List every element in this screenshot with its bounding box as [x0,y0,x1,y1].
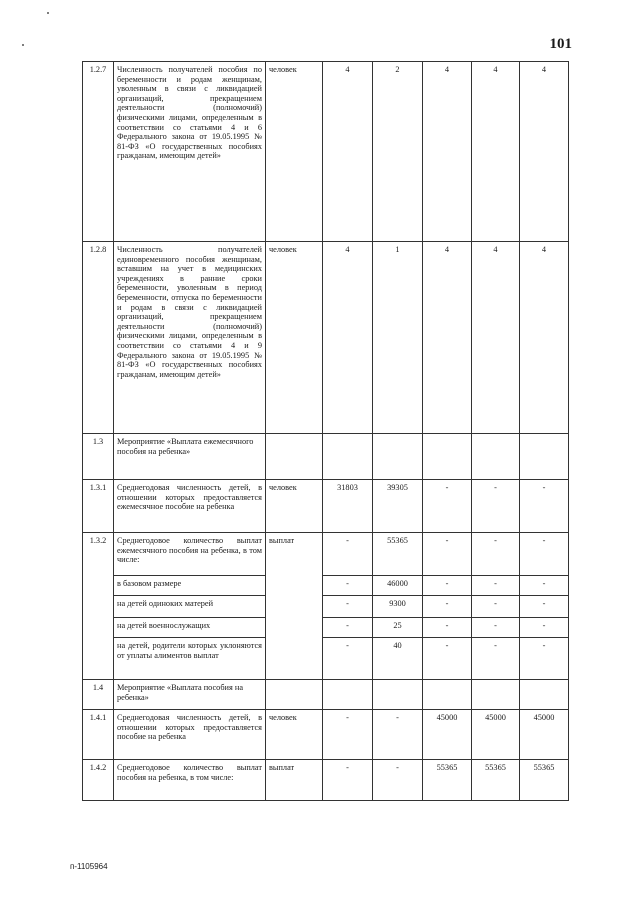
row-number: 1.4 [83,680,114,710]
row-value-5 [520,680,569,710]
row-value-5: - [520,618,569,638]
row-value-2: 9300 [373,596,423,618]
row-value-4 [472,680,520,710]
table-row [83,710,569,760]
row-description: Среднегодовая численность детей, в отношении которых предоставляется пособие на ребенка [114,710,266,760]
row-number: 1.4.2 [83,760,114,801]
scan-speck [47,12,49,14]
row-value-4: - [472,480,520,533]
row-value-5: 55365 [520,760,569,801]
row-number: 1.3.2 [83,533,114,680]
row-value-1 [323,434,373,480]
row-value-2: 46000 [373,576,423,596]
row-value-4: 4 [472,62,520,242]
table-subrow [83,596,569,618]
row-value-5 [520,434,569,480]
scan-speck [22,44,24,46]
row-number: 1.4.1 [83,710,114,760]
footer-document-code: п-1105964 [70,862,108,871]
row-value-1: 4 [323,242,373,434]
row-value-5: 4 [520,242,569,434]
row-value-1: 31803 [323,480,373,533]
row-description: Численность получателей единовременного пособия женщинам, вставшим на учет в медицинских учреждениях в ранние сроки беременности, уволенным в период беременности, отпуска по беременности и родам в связи с ликвидацией организаций, прекращением деятельности (полномочий) физическими лицами, определенным в соответствии со статьями 4 и 9 Федерального закона от 19.05.1995 № 81-ФЗ «О государственных пособиях гражданам, имеющим детей» [114,242,266,434]
subrow-description: в базовом размере [114,576,266,596]
row-description: Среднегодовое количество выплат пособия на ребенка, в том числе: [114,760,266,801]
table-row [83,760,569,801]
row-value-3 [423,680,472,710]
row-unit [266,680,323,710]
row-value-2: 40 [373,638,423,680]
row-value-2: 2 [373,62,423,242]
row-number: 1.2.8 [83,242,114,434]
row-value-1: - [323,596,373,618]
row-number: 1.3 [83,434,114,480]
row-value-2: 55365 [373,533,423,576]
table-row [83,62,569,242]
row-value-3: - [423,638,472,680]
subrow-description: на детей военнослужащих [114,618,266,638]
row-value-3: - [423,596,472,618]
row-unit: выплат [266,533,323,680]
row-value-1: - [323,760,373,801]
page-number: 101 [549,36,572,52]
row-value-3 [423,434,472,480]
subrow-description: на детей, родители которых уклоняются от уплаты алиментов выплат [114,638,266,680]
row-value-2 [373,680,423,710]
row-value-1: 4 [323,62,373,242]
row-value-5: - [520,533,569,576]
row-value-2 [373,434,423,480]
subrow-description: на детей одиноких матерей [114,596,266,618]
row-value-3: - [423,618,472,638]
row-value-4 [472,434,520,480]
table-subrow [83,638,569,680]
row-description: Среднегодовое количество выплат ежемесячного пособия на ребенка, в том числе: [114,533,266,576]
row-value-1: - [323,533,373,576]
row-value-2: 25 [373,618,423,638]
row-description: Численность получателей пособия по беременности и родам женщинам, уволенным в связи с ликвидацией организаций, прекращением деятельности (полномочий) физическими лицами, определенным в соответствии со статьями 4 и 6 Федерального закона от 19.05.1995 № 81-ФЗ «О государственных пособиях гражданам, имеющим детей» [114,62,266,242]
indicators-table [82,61,569,801]
row-value-3: 55365 [423,760,472,801]
row-value-5: - [520,596,569,618]
row-description: Мероприятие «Выплата ежемесячного пособия на ребенка» [114,434,266,480]
row-description: Мероприятие «Выплата пособия на ребенка» [114,680,266,710]
row-value-4: 55365 [472,760,520,801]
row-value-3: 4 [423,62,472,242]
row-unit: человек [266,62,323,242]
row-unit [266,434,323,480]
row-value-2: - [373,710,423,760]
table-subrow [83,576,569,596]
row-value-4: - [472,533,520,576]
row-value-3: - [423,576,472,596]
row-value-1: - [323,618,373,638]
row-unit: человек [266,480,323,533]
row-value-5: - [520,576,569,596]
row-value-3: 4 [423,242,472,434]
row-value-5: - [520,480,569,533]
table-row [83,680,569,710]
row-value-4: - [472,638,520,680]
row-value-4: - [472,618,520,638]
row-value-4: 45000 [472,710,520,760]
row-description: Среднегодовая численность детей, в отношении которых предоставляется ежемесячное пособие на ребенка [114,480,266,533]
table-row [83,242,569,434]
table-row [83,434,569,480]
row-value-2: 39305 [373,480,423,533]
row-unit: выплат [266,760,323,801]
row-value-3: - [423,533,472,576]
table-row [83,533,569,576]
row-value-1 [323,680,373,710]
row-value-3: 45000 [423,710,472,760]
row-value-5: 45000 [520,710,569,760]
row-value-4: - [472,596,520,618]
row-number: 1.2.7 [83,62,114,242]
row-value-5: 4 [520,62,569,242]
row-unit: человек [266,710,323,760]
row-value-2: - [373,760,423,801]
row-value-3: - [423,480,472,533]
row-unit: человек [266,242,323,434]
row-value-1: - [323,710,373,760]
row-value-2: 1 [373,242,423,434]
row-value-1: - [323,638,373,680]
row-value-4: 4 [472,242,520,434]
row-number: 1.3.1 [83,480,114,533]
table-row [83,480,569,533]
row-value-5: - [520,638,569,680]
row-value-4: - [472,576,520,596]
table-subrow [83,618,569,638]
row-value-1: - [323,576,373,596]
